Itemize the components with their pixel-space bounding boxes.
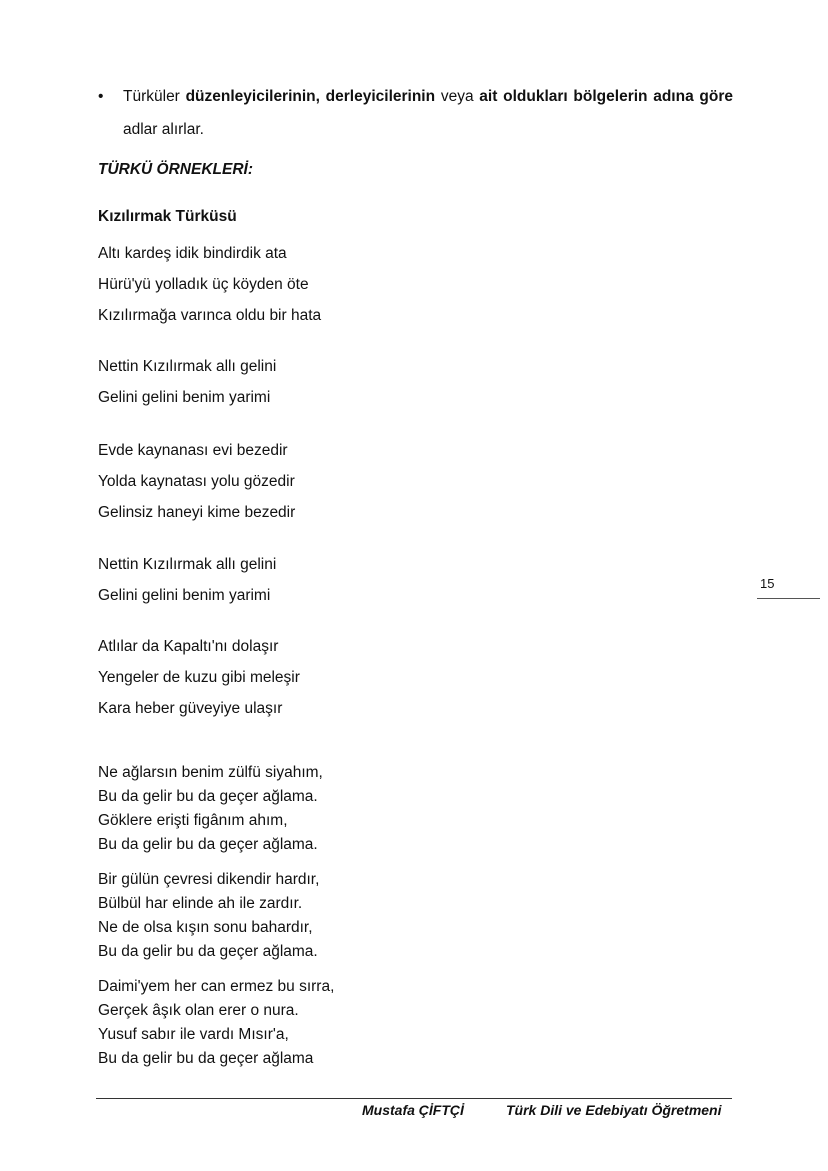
poem-line: Bir gülün çevresi dikendir hardır, xyxy=(98,871,320,888)
poem-line: Yengeler de kuzu gibi meleşir xyxy=(98,669,300,686)
stanza xyxy=(98,238,321,331)
intro-text xyxy=(123,80,733,146)
poem-line: Bu da gelir bu da geçer ağlama xyxy=(98,1050,314,1067)
footer-author: Mustafa ÇİFTÇİ xyxy=(362,1102,464,1118)
bullet-icon: • xyxy=(98,88,104,105)
poem-line: Nettin Kızılırmak allı gelini xyxy=(98,556,277,573)
poem-line: Gelini gelini benim yarimi xyxy=(98,587,271,604)
poem-line: Evde kaynanası evi bezedir xyxy=(98,442,288,459)
poem-line: Bu da gelir bu da geçer ağlama. xyxy=(98,836,318,853)
poem-line: Altı kardeş idik bindirdik ata xyxy=(98,245,287,262)
poem-line: Yusuf sabır ile vardı Mısır'a, xyxy=(98,1026,289,1043)
intro-part: Türküler xyxy=(123,88,186,105)
poem-line: Hürü'yü yolladık üç köyden öte xyxy=(98,276,309,293)
poem-line: Daimi'yem her can ermez bu sırra, xyxy=(98,978,335,995)
poem-line: Yolda kaynatası yolu gözedir xyxy=(98,473,295,490)
poem-line: Gelini gelini benim yarimi xyxy=(98,389,271,406)
stanza xyxy=(98,631,300,724)
intro-part: veya xyxy=(435,88,480,105)
poem-line: Bülbül har elinde ah ile zardır. xyxy=(98,895,303,912)
section-heading: TÜRKÜ ÖRNEKLERİ: xyxy=(98,161,253,178)
page-number-rule xyxy=(757,598,820,599)
footer-rule xyxy=(96,1098,732,1099)
intro-bold: düzenleyicilerinin, derleyicilerinin xyxy=(185,88,436,105)
song-title: Kızılırmak Türküsü xyxy=(98,208,237,225)
stanza xyxy=(98,351,276,413)
poem-line: Ne ağlarsın benim zülfü siyahım, xyxy=(98,764,323,781)
intro-part: adlar alırlar. xyxy=(123,121,204,138)
page-number: 15 xyxy=(760,576,775,591)
poem-line: Göklere erişti figânım ahım, xyxy=(98,812,288,829)
stanza xyxy=(98,549,276,611)
poem-line: Gerçek âşık olan erer o nura. xyxy=(98,1002,299,1019)
poem-line: Ne de olsa kışın sonu bahardır, xyxy=(98,919,313,936)
poem-line: Kara heber güveyiye ulaşır xyxy=(98,700,283,717)
stanza xyxy=(98,868,319,964)
intro-bold: ait oldukları bölgelerin adına göre xyxy=(479,88,734,105)
intro-bullet-paragraph xyxy=(98,80,733,146)
poem-line: Atlılar da Kapaltı'nı dolaşır xyxy=(98,638,279,655)
stanza xyxy=(98,435,295,528)
footer-role: Türk Dili ve Edebiyatı Öğretmeni xyxy=(506,1102,722,1118)
stanza xyxy=(98,975,334,1071)
poem-line: Bu da gelir bu da geçer ağlama. xyxy=(98,788,318,805)
poem-line: Gelinsiz haneyi kime bezedir xyxy=(98,504,296,521)
stanza xyxy=(98,761,323,857)
poem-line: Kızılırmağa varınca oldu bir hata xyxy=(98,307,322,324)
poem-line: Bu da gelir bu da geçer ağlama. xyxy=(98,943,318,960)
poem-line: Nettin Kızılırmak allı gelini xyxy=(98,358,277,375)
